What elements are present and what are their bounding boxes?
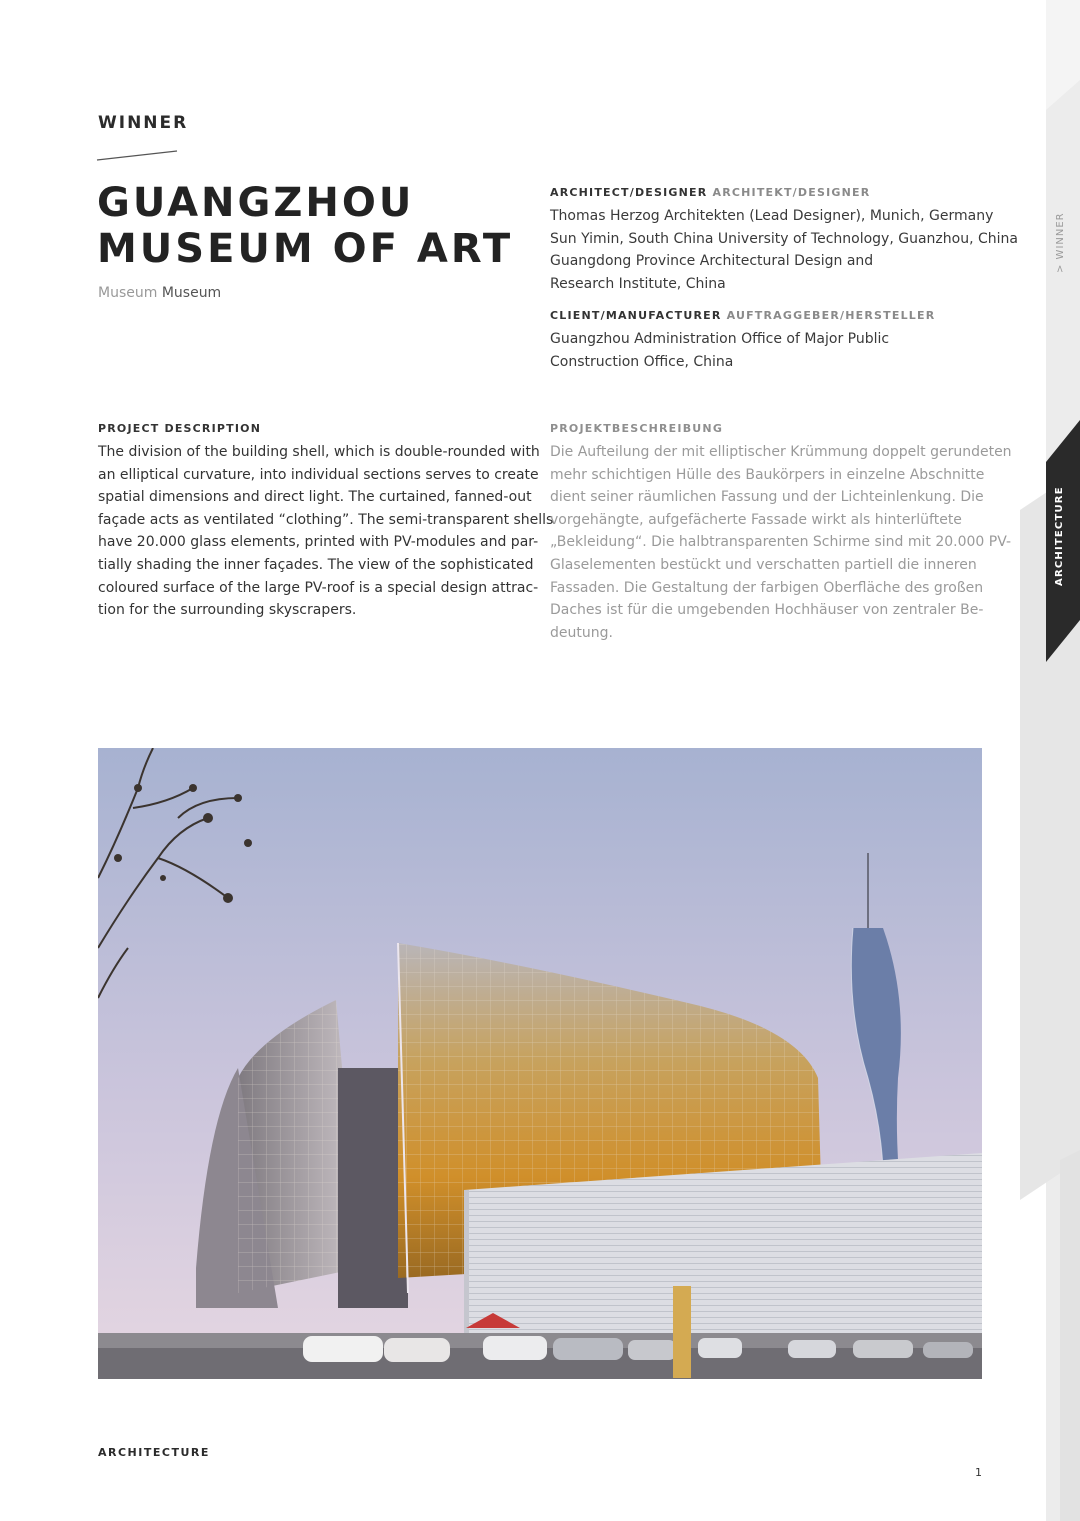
description-en-line: façade acts as ventilated “clothing”. The semi-transparent shells: [98, 511, 554, 528]
client-line: Construction Office, China: [550, 353, 734, 370]
architect-heading-de: ARCHITEKT/DESIGNER: [712, 186, 871, 199]
description-en-line: have 20.000 glass elements, printed with PV-modules and par-: [98, 534, 539, 551]
side-tab-winner-label: > WINNER: [1055, 212, 1066, 273]
description-de-heading: PROJEKTBESCHREIBUNG: [550, 422, 724, 435]
description-en-block: [98, 422, 554, 622]
description-de-line: dient seiner räumlichen Fassung und der Lichteinlenkung. Die: [550, 489, 984, 506]
award-kicker: WINNER: [98, 113, 189, 133]
project-title-line-2: MUSEUM OF ART: [97, 226, 514, 272]
architect-text: [550, 205, 1018, 295]
project-category: [98, 285, 221, 301]
client-block: [550, 309, 990, 373]
side-tab-winner[interactable]: [1052, 212, 1070, 275]
description-de-line: Fassaden. Die Gestaltung der farbigen Oberfläche des großen: [550, 579, 984, 596]
project-title: [97, 180, 513, 272]
client-heading-de: AUFTRAGGEBER/HERSTELLER: [726, 309, 936, 322]
description-de-line: Daches ist für die umgebenden Hochhäuser von zentraler Be-: [550, 602, 984, 619]
category-de: Museum: [161, 285, 222, 301]
architect-heading: [550, 186, 990, 199]
architect-line: Research Institute, China: [550, 275, 726, 292]
side-tab-architecture[interactable]: [1052, 486, 1070, 590]
architect-line: Guangdong Province Architectural Design and: [550, 253, 874, 269]
side-tab-strip: [1020, 0, 1080, 1521]
description-de-text: [550, 441, 1012, 644]
description-de-line: Die Aufteilung der mit elliptischer Krümmung doppelt gerundeten: [550, 444, 1012, 460]
footer-section-label: ARCHITECTURE: [98, 1446, 210, 1459]
description-de-block: [550, 422, 1012, 644]
architect-heading-en: ARCHITECT/DESIGNER: [550, 186, 708, 199]
project-title-line-1: GUANGZHOU: [97, 180, 415, 226]
description-de-line: Glaselementen bestückt und verschatten partiell die inneren: [550, 556, 977, 573]
description-en-line: spatial dimensions and direct light. The curtained, fanned-out: [98, 489, 532, 506]
description-en-line: an elliptical curvature, into individual sections serves to create: [98, 466, 539, 483]
architect-line: Sun Yimin, South China University of Technology, Guanzhou, China: [550, 230, 1018, 247]
description-en-line: coloured surface of the large PV-roof is a special design attrac-: [98, 579, 539, 596]
client-text: [550, 328, 990, 373]
category-en: Museum: [98, 285, 158, 301]
architect-line: Thomas Herzog Architekten (Lead Designer), Munich, Germany: [550, 208, 994, 224]
description-de-line: mehr schichtigen Hülle des Baukörpers in einzelne Abschnitte: [550, 466, 985, 483]
architect-block: [550, 186, 1018, 295]
side-tab-architecture-label: ARCHITECTURE: [1054, 486, 1065, 586]
description-de-line: „Bekleidung“. Die halbtransparenten Schirme sind mit 20.000 PV-: [550, 534, 1012, 551]
client-line: Guangzhou Administration Office of Major Public: [550, 331, 890, 347]
description-en-line: The division of the building shell, which is double-rounded with: [98, 444, 540, 460]
description-de-line: deutung.: [550, 624, 613, 641]
description-de-line: vorgehängte, aufgefächerte Fassade wirkt als hinterlüftete: [550, 511, 962, 528]
museum-photo: [98, 748, 982, 1379]
page-number: 1: [975, 1466, 982, 1479]
description-en-line: tion for the surrounding skyscrapers.: [98, 602, 357, 619]
description-en-heading: PROJECT DESCRIPTION: [98, 422, 262, 435]
description-en-line: tially shading the inner façades. The view of the sophisticated: [98, 556, 534, 573]
client-heading: [550, 309, 990, 322]
client-heading-en: CLIENT/MANUFACTURER: [550, 309, 722, 322]
kicker-divider: [96, 143, 180, 163]
description-en-text: [98, 441, 554, 622]
